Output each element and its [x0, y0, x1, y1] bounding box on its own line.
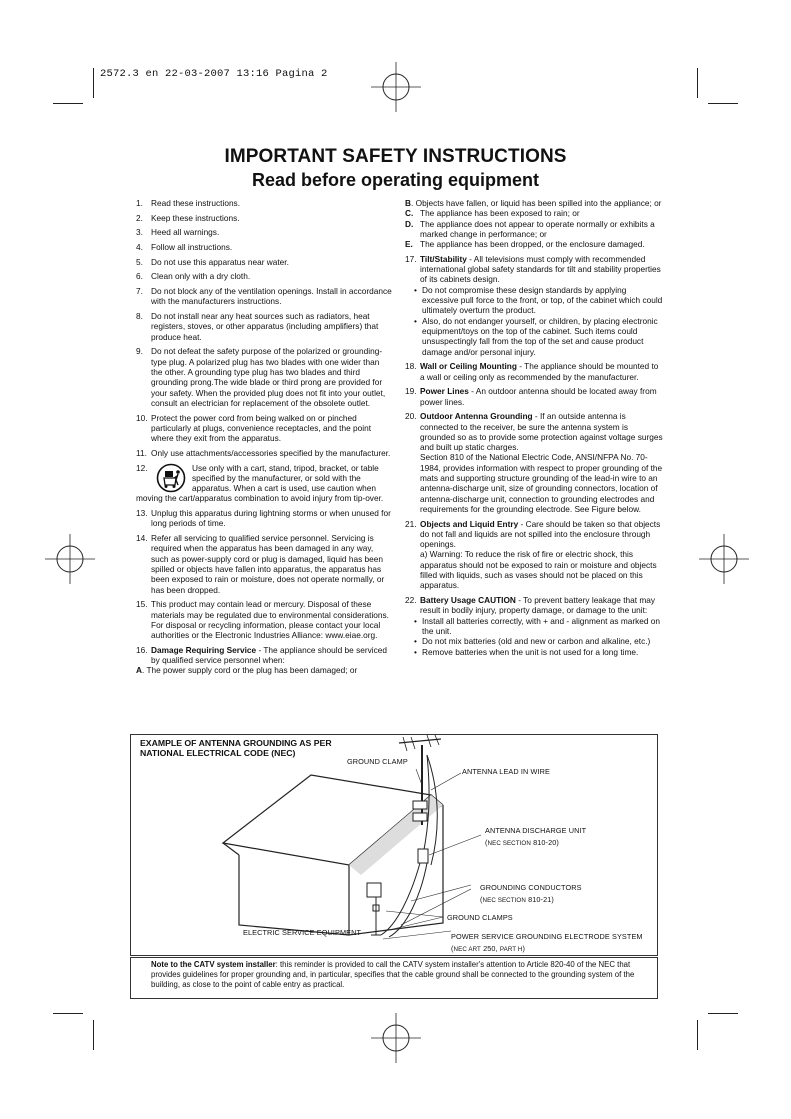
- instruction-item: [136, 599, 392, 640]
- label-discharge-unit: [485, 826, 586, 847]
- crop-mark: [93, 68, 94, 98]
- instruction-item: [136, 198, 392, 208]
- item-text: Keep these instructions.: [151, 212, 240, 223]
- instruction-item: [136, 257, 392, 267]
- label-text: POWER SERVICE GROUNDING ELECTRODE SYSTEM: [451, 932, 643, 941]
- sub-item-letter: B: [405, 198, 411, 208]
- crop-mark: [93, 1020, 94, 1050]
- label-reference-suffix: PART H: [499, 946, 523, 953]
- label-reference-prefix: NEC SECTION: [487, 840, 531, 847]
- bullet-item: • Remove batteries when the unit is not used for a long time.: [414, 647, 663, 657]
- instruction-item: [136, 286, 392, 307]
- item-text: Use only with a cart, stand, tripod, bracket, or table specified by the manufacturer, or sold with the apparatus. When a cart is used, use caution when moving the cart/apparatus combination to avoid injury from tip-over.: [136, 462, 384, 504]
- sub-item-letter: C.: [405, 208, 414, 219]
- sub-item-text: The appliance does not appear to operate normally or exhibits a marked change in performance; or: [420, 218, 655, 239]
- item-text: - The appliance should be mounted to a wall or ceiling only as recommended by the manufacturer.: [420, 361, 659, 382]
- item-text: - If an outside antenna is connected to the receiver, be sure the antenna system is grounded so as to provide some protection against voltage surges and built up static charges.: [420, 411, 663, 453]
- instruction-item: [136, 645, 392, 666]
- item-extra-text: a) Warning: To reduce the risk of fire or electric shock, this apparatus should not be exposed to rain or moisture and objects filled with liquids, such as vases should not be placed on this apparatus.: [420, 549, 657, 591]
- item-number: 20.: [405, 411, 417, 422]
- item-text: Protect the power cord from being walked on or pinched particularly at plugs, convenience receptacles, and the point where they exit from the apparatus.: [151, 412, 372, 444]
- crop-mark: [53, 103, 83, 104]
- item-number: 3.: [136, 227, 143, 238]
- sub-item-text: . The power supply cord or the plug has been damaged; or: [142, 665, 358, 676]
- title-block: [0, 146, 791, 191]
- item-text: Do not block any of the ventilation openings. Install in accordance with the manufacturers instructions.: [151, 286, 392, 307]
- print-header: 2572.3 en 22-03-2007 13:16 Pagina 2: [100, 68, 328, 80]
- item-text: This product may contain lead or mercury. Disposal of these materials may be regulated due to environmental considerations. For disposal or recycling information, please contact your local authorities or the Electronic Industries Alliance: www.eiae.org.: [151, 599, 389, 641]
- label-reference-number: 810-20: [533, 838, 557, 847]
- item-number: 22.: [405, 595, 417, 606]
- item-text: - An outdoor antenna should be located away from power lines.: [420, 386, 657, 407]
- bullet-item: • Install all batteries correctly, with + and - alignment as marked on the unit.: [414, 616, 663, 637]
- note-text: : this reminder is provided to call the CATV system installer's attention to Article 820-40 of the NEC that provides guidelines for proper grounding and, in particular, specifies that the cable ground shall be connected to the grounding system of the building, as close to the point of cable entry as practical.: [151, 960, 635, 990]
- figure-title-line: EXAMPLE OF ANTENNA GROUNDING AS PER: [140, 738, 332, 748]
- item-number: 12.: [136, 462, 148, 473]
- registration-mark-left: [45, 534, 95, 584]
- registration-mark-right: [699, 534, 749, 584]
- label-ground-clamps: GROUND CLAMPS: [447, 913, 513, 922]
- item-text: Follow all instructions.: [151, 242, 233, 253]
- item-text: Heed all warnings.: [151, 227, 220, 238]
- item-number: 16.: [136, 644, 148, 655]
- instruction-item: [405, 386, 663, 407]
- item-number: 1.: [136, 198, 143, 208]
- item-number: 21.: [405, 518, 417, 529]
- instruction-item: [136, 508, 392, 529]
- item-number: 5.: [136, 256, 143, 267]
- item-text: Do not install near any heat sources such as radiators, heat registers, stoves, or other apparatus (including amplifiers) that produce heat.: [151, 311, 379, 342]
- item-text: Read these instructions.: [151, 198, 241, 208]
- instruction-item-cart: [136, 463, 392, 504]
- sub-item-c: [405, 208, 663, 218]
- crop-mark: [697, 1020, 698, 1050]
- item-number: 8.: [136, 311, 143, 322]
- cart-warning-icon: [156, 463, 186, 493]
- page-subtitle: Read before operating equipment: [251, 170, 540, 190]
- sub-item-a: [136, 665, 392, 675]
- crop-mark: [697, 68, 698, 98]
- sub-item-letter: A: [136, 665, 142, 676]
- catv-installer-note: [130, 957, 658, 999]
- instruction-item: [136, 448, 392, 458]
- instruction-item: [136, 242, 392, 252]
- page-title: IMPORTANT SAFETY INSTRUCTIONS: [224, 146, 567, 167]
- crop-mark: [53, 1013, 83, 1014]
- label-ground-clamp: GROUND CLAMP: [347, 757, 408, 766]
- item-number: 13.: [136, 508, 148, 519]
- label-reference-number: 250: [483, 944, 496, 953]
- label-grounding-conductors: [480, 883, 582, 904]
- item-heading: Power Lines: [420, 386, 469, 397]
- label-reference-prefix: NEC SECTION: [482, 897, 526, 904]
- sub-item-text: . Objects have fallen, or liquid has been spilled into the appliance; or: [411, 198, 662, 208]
- item-number: 6.: [136, 271, 143, 282]
- item-number: 7.: [136, 286, 143, 297]
- item-text: - All televisions must comply with recommended international global safety standards for tilt and stability properties of its cabinets design.: [420, 253, 661, 285]
- item-number: 18.: [405, 361, 417, 372]
- registration-mark-bottom: [371, 1013, 421, 1063]
- instruction-item: [405, 361, 663, 382]
- instruction-item: [405, 595, 663, 657]
- item-text: Refer all servicing to qualified service personnel. Servicing is required when the apparatus has been damaged in any way, such as power-supply cord or plug is damaged, liquid has been spilled or objects have fallen into apparatus, the apparatus has been exposed to rain or moisture, does not operate normally, or has been dropped.: [151, 533, 385, 595]
- item-text: Unplug this apparatus during lightning storms or when unused for long periods of time.: [151, 508, 391, 529]
- label-reference-number: 810-21: [528, 895, 552, 904]
- instructions-right-column: [405, 198, 663, 661]
- label-antenna-lead: ANTENNA LEAD IN WIRE: [462, 767, 550, 776]
- figure-title-line: NATIONAL ELECTRICAL CODE (NEC): [140, 748, 296, 759]
- item-heading: Outdoor Antenna Grounding: [420, 411, 533, 422]
- crop-mark: [708, 1013, 738, 1014]
- label-reference: (NEC SECTION 810-21): [480, 895, 554, 904]
- item-number: 4.: [136, 242, 143, 253]
- item-text: Do not defeat the safety purpose of the polarized or grounding-type plug. A polarized plug has two blades with one wider than the other. A grounding type plug has two blades and third grounding prong.The wide blade or third prong are provided for your safety. When the provided plug does not fit into your outlet, consult an electrician for replacement of the obsolete outlet.: [151, 346, 386, 408]
- label-service-equipment: ELECTRIC SERVICE EQUIPMENT: [243, 928, 362, 937]
- item-extra-text: Section 810 of the National Electric Code, ANSI/NFPA No. 70-1984, provides information with respect to proper grounding of the mats and supporting structure grounding of the lead-in wire to an antenna-discharge unit, size of grounding connectors, location of antenna-discharge unit, connection to grounding electrodes and requirements for the grounding electrode. See Figure below.: [420, 452, 663, 514]
- item-text: - The appliance should be serviced by qualified service personnel when:: [151, 644, 387, 666]
- instruction-item: [405, 254, 663, 357]
- instructions-left-column: [136, 198, 392, 676]
- item-heading: Damage Requiring Service: [151, 644, 257, 655]
- instruction-item: [405, 411, 663, 514]
- item-number: 17.: [405, 253, 417, 264]
- label-text: ANTENNA DISCHARGE UNIT: [485, 826, 587, 835]
- label-reference: (NEC ART 250, PART H): [451, 944, 525, 953]
- registration-mark-top: [371, 62, 421, 112]
- sub-item-d: [405, 219, 663, 240]
- item-text: - Care should be taken so that objects do not fall and liquids are not spilled into the enclosure through openings.: [420, 518, 661, 550]
- note-heading: Note to the CATV system installer: [151, 960, 276, 969]
- sub-item-letter: D.: [405, 218, 414, 229]
- item-number: 9.: [136, 346, 143, 357]
- item-number: 11.: [136, 447, 147, 458]
- item-heading: Wall or Ceiling Mounting: [420, 361, 517, 372]
- sub-item-b: [405, 198, 663, 208]
- item-number: 15.: [136, 599, 148, 610]
- sub-item-letter: E.: [405, 239, 413, 250]
- label-reference: (NEC SECTION 810-20): [485, 838, 559, 847]
- instruction-item: [136, 413, 392, 444]
- sub-item-text: The appliance has been dropped, or the enclosure damaged.: [420, 239, 645, 250]
- instruction-item: [136, 213, 392, 223]
- item-text: Clean only with a dry cloth.: [151, 271, 251, 282]
- item-number: 19.: [405, 386, 417, 397]
- instruction-item: [136, 227, 392, 237]
- sub-item-text: The appliance has been exposed to rain; or: [420, 208, 580, 219]
- bullet-item: • Also, do not endanger yourself, or children, by placing electronic equipment/toys on the top of the cabinet. Such items could unsuspectingly fall from the top of the set and cause product damage and/or personal injury.: [414, 316, 663, 357]
- bullet-item: • Do not mix batteries (old and new or carbon and alkaline, etc.): [414, 636, 663, 646]
- item-text: Do not use this apparatus near water.: [151, 256, 289, 267]
- instruction-item: [136, 533, 392, 595]
- label-reference-prefix: NEC ART: [453, 946, 481, 953]
- label-electrode-system: [451, 932, 643, 953]
- sub-item-e: [405, 239, 663, 249]
- instruction-item: [136, 271, 392, 281]
- item-heading: Objects and Liquid Entry: [420, 518, 519, 529]
- antenna-grounding-figure: [130, 734, 658, 956]
- item-heading: Battery Usage CAUTION: [420, 595, 516, 606]
- item-number: 2.: [136, 212, 143, 223]
- instruction-item: [136, 311, 392, 342]
- item-text: Only use attachments/accessories specified by the manufacturer.: [151, 447, 391, 458]
- item-number: 10.: [136, 412, 148, 423]
- item-number: 14.: [136, 533, 148, 544]
- item-heading: Tilt/Stability: [420, 253, 467, 264]
- label-text: GROUNDING CONDUCTORS: [480, 883, 582, 892]
- instruction-item: [136, 346, 392, 408]
- bullet-item: • Do not compromise these design standards by applying excessive pull force to the front, or top, of the cabinet which could ultimately overturn the product.: [414, 285, 663, 316]
- crop-mark: [708, 103, 738, 104]
- instruction-item: [405, 519, 663, 591]
- item-text: - To prevent battery leakage that may result in bodily injury, property damage, or damage to the unit:: [420, 595, 656, 616]
